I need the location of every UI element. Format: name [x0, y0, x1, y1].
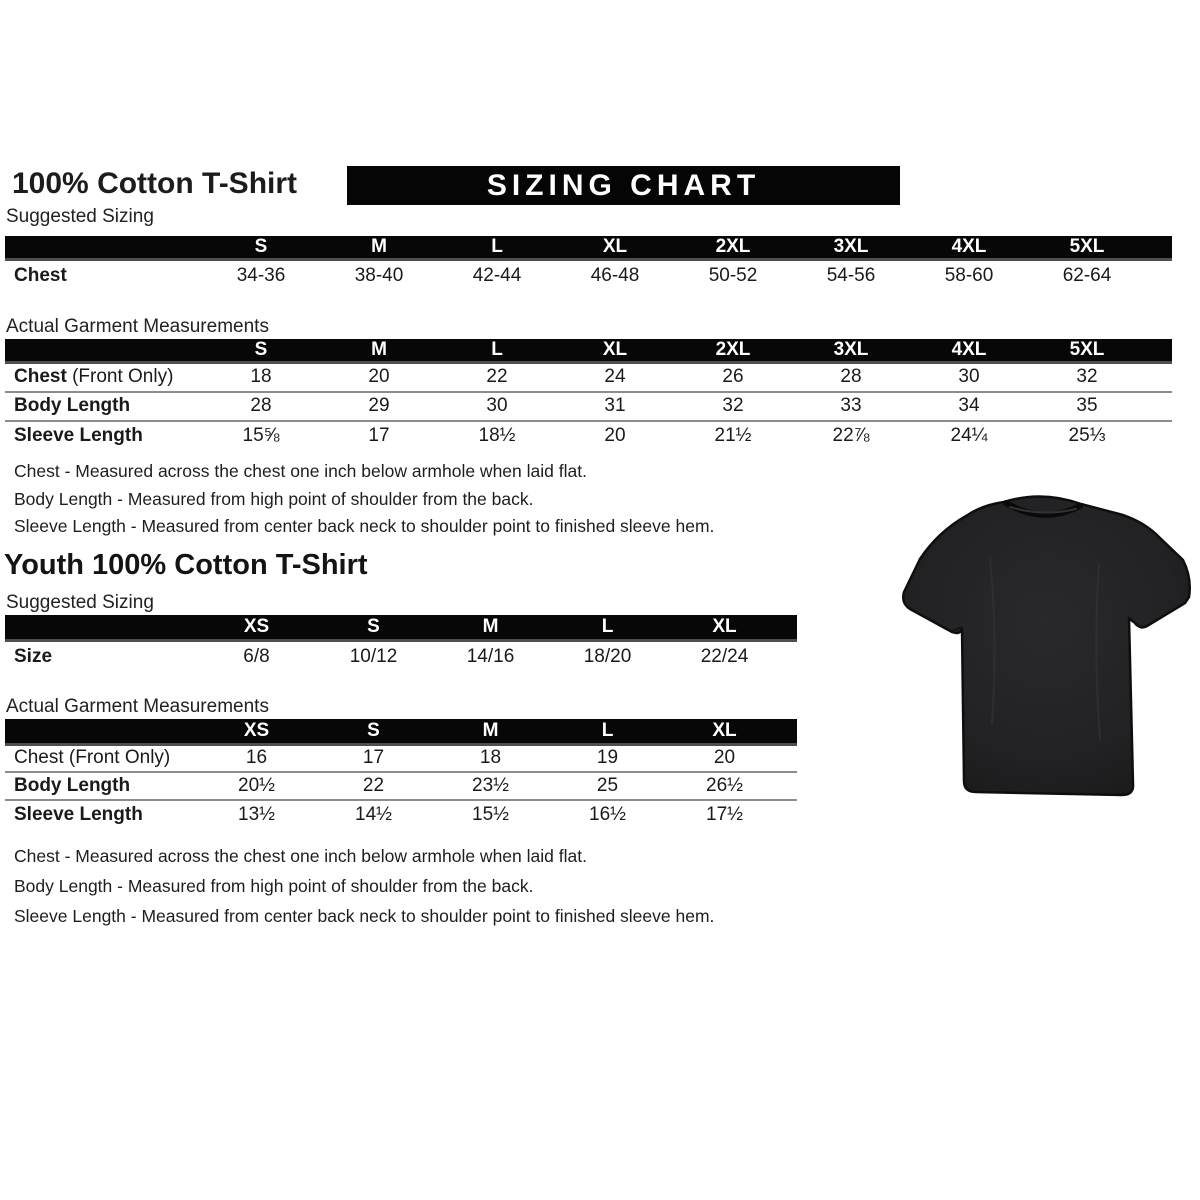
row-label	[5, 800, 198, 828]
sizing-chart-banner-text: SIZING CHART	[486, 168, 761, 202]
row-label-suffix: (Front Only)	[66, 366, 174, 388]
measurement-cell: 15⅝	[242, 424, 280, 446]
row-filler	[783, 640, 797, 672]
size-column-header: 3XL	[792, 236, 910, 260]
size-column-header: 2XL	[674, 236, 792, 260]
row-label	[5, 640, 198, 672]
youth-measurement-notes	[14, 841, 714, 931]
measurement-cell: 30	[958, 366, 980, 388]
measurement-cell: 15½	[472, 803, 509, 825]
row-filler	[783, 800, 797, 828]
row-label-text: Sleeve Length	[14, 803, 143, 825]
measurement-cell: 18	[250, 366, 272, 388]
header-filler	[783, 615, 797, 640]
size-column-header: M	[432, 719, 549, 744]
size-column-header: 4XL	[910, 339, 1028, 363]
measurement-cell: 14/16	[466, 645, 515, 667]
size-header-row	[5, 615, 797, 640]
measurement-cell: 20	[368, 366, 390, 388]
note-sleeve-length: Sleeve Length - Measured from center back neck to shoulder point to finished sleeve hem.	[14, 906, 715, 926]
note-body-length: Body Length - Measured from high point of shoulder from the back.	[14, 876, 534, 896]
measurement-cell: 13½	[238, 803, 275, 825]
measurement-cell: 26	[722, 366, 744, 388]
size-column-header: 4XL	[910, 236, 1028, 260]
measurement-cell: 34	[958, 395, 980, 416]
measurement-cell: 17½	[706, 803, 743, 825]
row-filler	[783, 772, 797, 800]
measurement-cell: 22⅞	[832, 424, 870, 446]
table-row	[5, 392, 1172, 421]
row-filler	[1146, 421, 1172, 450]
adult-suggested-sizing-table	[5, 236, 1172, 292]
measurement-cell: 19	[596, 747, 619, 769]
measurement-cell: 33	[840, 395, 862, 416]
measurement-cell: 10/12	[349, 645, 398, 667]
measurement-cell: 18/20	[583, 645, 632, 667]
table-row	[5, 640, 797, 672]
measurement-cell: 24¼	[950, 424, 988, 446]
row-label-text: Chest (Front Only)	[14, 747, 171, 769]
measurement-cell: 25	[596, 775, 619, 796]
measurement-cell: 24	[604, 366, 626, 388]
youth-measurements	[5, 719, 797, 828]
youth-suggested-sizing-label: Suggested Sizing	[6, 592, 154, 613]
size-column-header: L	[438, 236, 556, 260]
size-column-header: S	[202, 236, 320, 260]
table-row	[5, 744, 797, 772]
measurement-cell: 22/24	[700, 645, 749, 667]
measurement-cell: 31	[604, 395, 626, 416]
note-chest: Chest - Measured across the chest one inch below armhole when laid flat.	[14, 846, 587, 866]
size-column-header: M	[320, 339, 438, 363]
adult-suggested-sizing	[5, 236, 1172, 292]
table-row	[5, 260, 1172, 292]
youth-measurements-label: Actual Garment Measurements	[6, 696, 269, 717]
tshirt-body	[903, 496, 1190, 795]
youth-suggested-sizing-table	[5, 615, 797, 672]
size-header-spacer	[5, 719, 198, 744]
size-column-header: S	[202, 339, 320, 363]
row-filler	[1146, 260, 1172, 292]
size-header-spacer	[5, 339, 202, 363]
size-header-spacer	[5, 236, 202, 260]
row-label-text: Size	[14, 645, 53, 667]
measurement-cell: 23½	[472, 775, 509, 796]
measurement-cell: 54-56	[826, 265, 876, 287]
measurement-cell: 26½	[706, 775, 743, 796]
size-column-header: XL	[666, 719, 783, 744]
measurement-cell: 62-64	[1062, 265, 1112, 287]
youth-title: Youth 100% Cotton T-Shirt	[4, 549, 368, 581]
measurement-cell: 50-52	[708, 265, 758, 287]
tshirt-icon	[893, 489, 1195, 807]
measurement-cell: 35	[1076, 395, 1098, 416]
row-label-text: Chest	[14, 366, 67, 388]
youth-measurements-table	[5, 719, 797, 828]
measurement-cell: 38-40	[354, 265, 404, 287]
row-label-text: Chest	[14, 265, 67, 287]
size-column-header: 3XL	[792, 339, 910, 363]
note-body-length: Body Length - Measured from high point of shoulder from the back.	[14, 488, 534, 509]
table-row	[5, 772, 797, 800]
measurement-cell: 20	[604, 424, 626, 446]
adult-measurements-label: Actual Garment Measurements	[6, 316, 269, 337]
measurement-cell: 30	[486, 395, 508, 416]
measurement-cell: 21½	[714, 424, 752, 446]
row-label	[5, 392, 202, 421]
measurement-cell: 28	[250, 395, 272, 416]
size-column-header: 5XL	[1028, 339, 1146, 363]
youth-suggested-sizing	[5, 615, 797, 672]
measurement-cell: 32	[722, 395, 744, 416]
table-row	[5, 363, 1172, 392]
size-column-header: L	[549, 615, 666, 640]
sizing-chart-banner	[347, 166, 900, 205]
adult-suggested-sizing-label: Suggested Sizing	[6, 206, 154, 227]
size-column-header: XS	[198, 615, 315, 640]
size-column-header: S	[315, 719, 432, 744]
row-filler	[1146, 363, 1172, 392]
page-title: 100% Cotton T-Shirt	[12, 167, 298, 200]
measurement-cell: 17	[368, 424, 390, 446]
size-column-header: M	[320, 236, 438, 260]
measurement-cell: 42-44	[472, 265, 522, 287]
note-chest: Chest - Measured across the chest one inch below armhole when laid flat.	[14, 461, 587, 481]
row-label	[5, 260, 202, 292]
measurement-cell: 20½	[238, 775, 275, 796]
measurement-cell: 17	[362, 747, 385, 769]
size-column-header: L	[549, 719, 666, 744]
header-filler	[1146, 236, 1172, 260]
measurement-cell: 29	[368, 395, 390, 416]
row-label	[5, 363, 202, 392]
size-column-header: XL	[556, 339, 674, 363]
size-header-spacer	[5, 615, 198, 640]
size-column-header: L	[438, 339, 556, 363]
measurement-cell: 46-48	[590, 265, 640, 287]
measurement-cell: 28	[840, 366, 862, 388]
measurement-cell: 14½	[355, 803, 392, 825]
measurement-cell: 32	[1076, 366, 1098, 388]
measurement-cell: 22	[486, 366, 508, 388]
measurement-cell: 6/8	[243, 645, 270, 667]
size-header-row	[5, 339, 1172, 363]
row-filler	[783, 744, 797, 772]
header-filler	[783, 719, 797, 744]
row-label-text: Body Length	[14, 775, 131, 796]
header-filler	[1146, 339, 1172, 363]
size-column-header: S	[315, 615, 432, 640]
measurement-cell: 25⅓	[1068, 424, 1106, 446]
measurement-cell: 22	[362, 775, 385, 796]
tshirt-product-image	[893, 489, 1195, 807]
size-column-header: XS	[198, 719, 315, 744]
table-row	[5, 800, 797, 828]
row-label	[5, 421, 202, 450]
adult-measurement-notes	[14, 458, 714, 541]
measurement-cell: 20	[713, 747, 736, 769]
row-label	[5, 772, 198, 800]
adult-measurements	[5, 339, 1172, 450]
size-column-header: 2XL	[674, 339, 792, 363]
measurement-cell: 18½	[478, 424, 516, 446]
measurement-cell: 58-60	[944, 265, 994, 287]
row-label	[5, 744, 198, 772]
table-row	[5, 421, 1172, 450]
size-column-header: XL	[556, 236, 674, 260]
measurement-cell: 16	[245, 747, 268, 769]
row-filler	[1146, 392, 1172, 421]
row-label-text: Sleeve Length	[14, 424, 143, 446]
row-label-text: Body Length	[14, 395, 131, 416]
size-header-row	[5, 719, 797, 744]
measurement-cell: 16½	[589, 803, 626, 825]
measurement-cell: 18	[479, 747, 502, 769]
size-header-row	[5, 236, 1172, 260]
adult-measurements-table	[5, 339, 1172, 450]
size-column-header: M	[432, 615, 549, 640]
measurement-cell: 34-36	[236, 265, 286, 287]
size-column-header: XL	[666, 615, 783, 640]
size-column-header: 5XL	[1028, 236, 1146, 260]
note-sleeve-length: Sleeve Length - Measured from center back neck to shoulder point to finished sleeve hem.	[14, 516, 715, 536]
